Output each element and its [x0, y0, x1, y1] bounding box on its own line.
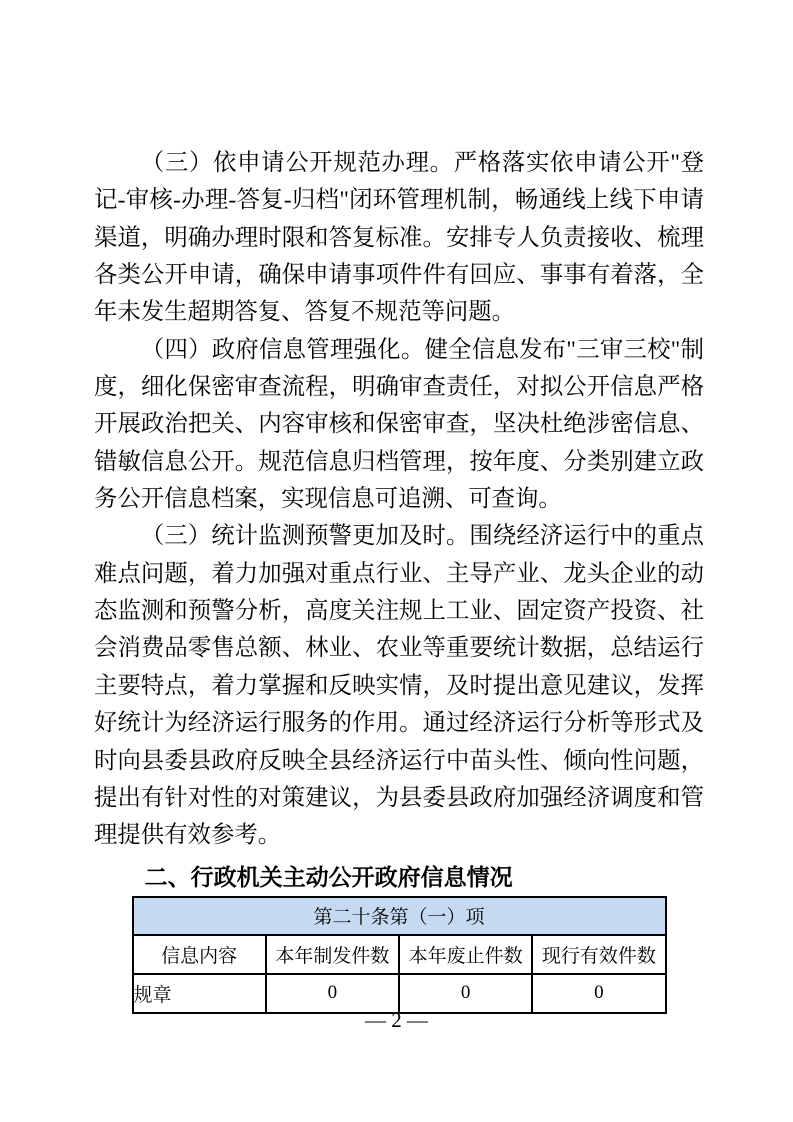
table-title-row	[133, 897, 666, 935]
table-header-row	[133, 935, 666, 974]
column-header-currently-valid: 现行有效件数	[532, 935, 665, 974]
paragraph-request-disclosure: （三）依申请公开规范办理。严格落实依申请公开"登记-审核-办理-答复-归档"闭环管理机制，畅通线上线下申请渠道，明确办理时限和答复标准。安排专人负责接收、梳理各类公开申请，确保申请事项件件有回应、事事有着落，全年未发生超期答复、答复不规范等问题。	[94, 150, 704, 326]
document-body	[94, 145, 704, 1014]
info-disclosure-table	[132, 896, 667, 1014]
row-label-regulations: 规章	[133, 974, 266, 1013]
section-heading: 二、行政机关主动公开政府信息情况	[144, 863, 513, 890]
cell-repealed-count: 0	[399, 974, 532, 1013]
column-header-info-content: 信息内容	[133, 935, 266, 974]
column-header-issued-this-year: 本年制发件数	[266, 935, 399, 974]
column-header-repealed-this-year: 本年废止件数	[399, 935, 532, 974]
table-row-regulations	[133, 974, 666, 1013]
page-number: — 2 —	[365, 1008, 428, 1032]
paragraph-statistics-monitoring: （三）统计监测预警更加及时。围绕经济运行中的重点难点问题，着力加强对重点行业、主导产业、龙头企业的动态监测和预警分析，高度关注规上工业、固定资产投资、社会消费品零售总额、林业、农业等重要统计数据，总结运行主要特点，着力掌握和反映实情，及时提出意见建议，发挥好统计为经济运行服务的作用。通过经济运行分析等形式及时向县委县政府反映全县经济运行中苗头性、倾向性问题，提出有针对性的对策建议，为县委县政府加强经济调度和管理提供有效参考。	[94, 523, 704, 849]
cell-valid-count: 0	[532, 974, 665, 1013]
cell-issued-count: 0	[266, 974, 399, 1013]
table-title: 第二十条第（一）项	[133, 897, 666, 935]
paragraph-info-management: （四）政府信息管理强化。健全信息发布"三审三校"制度，细化保密审查流程，明确审查责任，对拟公开信息严格开展政治把关、内容审核和保密审查，坚决杜绝涉密信息、错敏信息公开。规范信息归档管理，按年度、分类别建立政务公开信息档案，实现信息可追溯、可查询。	[94, 336, 704, 513]
